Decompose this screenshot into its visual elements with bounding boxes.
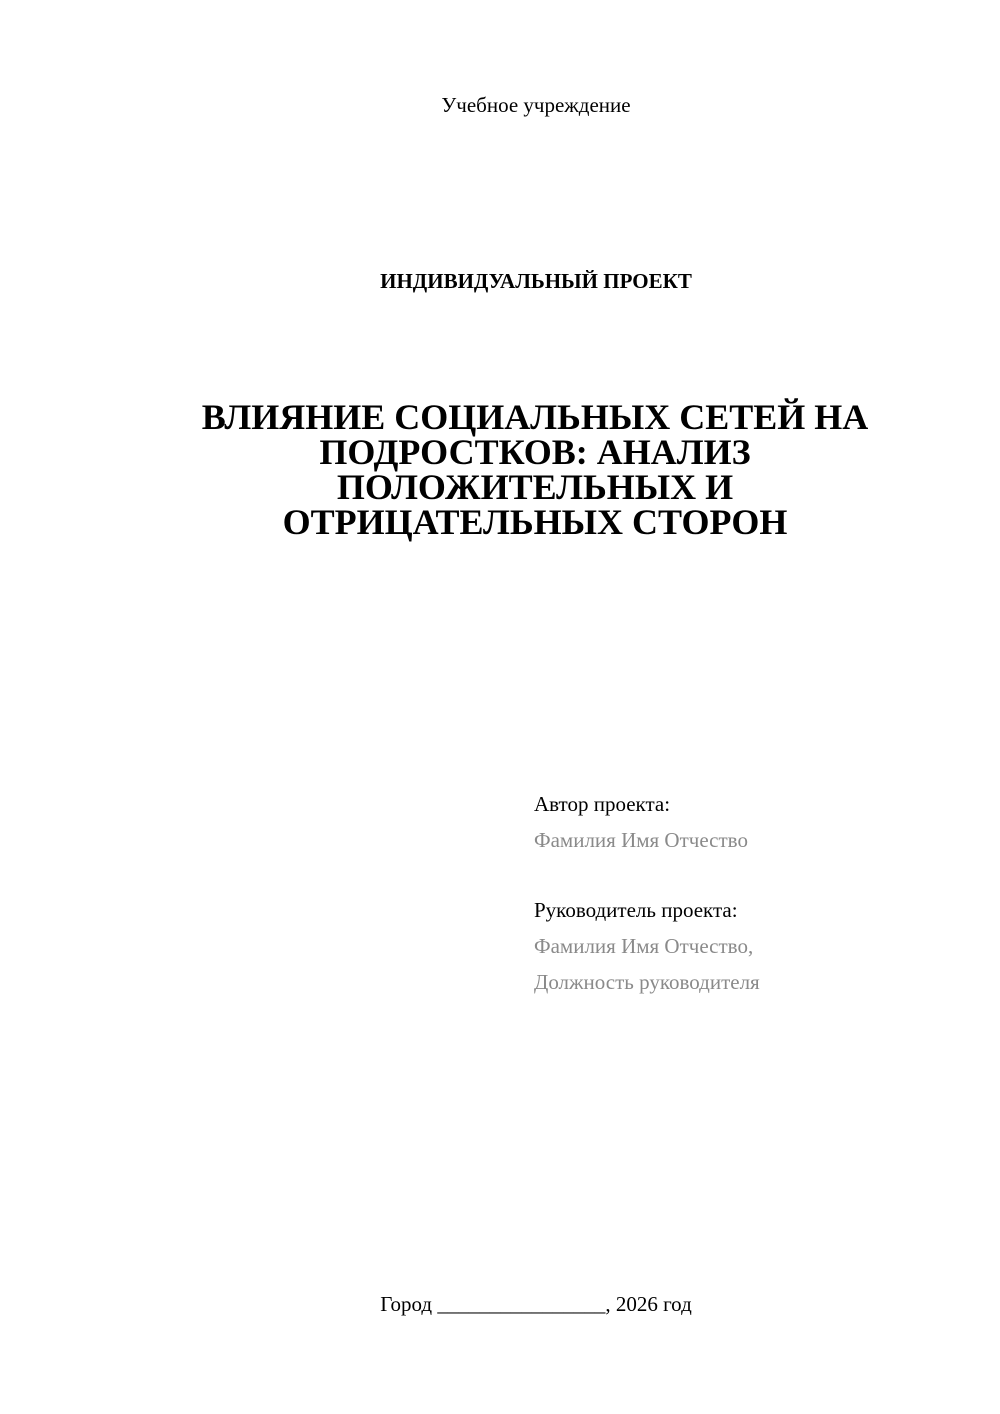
- supervisor-name: Фамилия Имя Отчество,: [534, 934, 754, 958]
- institution-name: Учебное учреждение: [441, 93, 631, 117]
- title-line: ОТРИЦАТЕЛЬНЫХ СТОРОН: [282, 502, 788, 542]
- author-name: Фамилия Имя Отчество: [534, 828, 748, 852]
- title-line: ПОЛОЖИТЕЛЬНЫХ И: [336, 467, 734, 507]
- city-year-line: Город ________________, 2026 год: [380, 1292, 692, 1316]
- author-label: Автор проекта:: [534, 792, 671, 816]
- title-line: ВЛИЯНИЕ СОЦИАЛЬНЫХ СЕТЕЙ НА: [201, 397, 869, 437]
- document-type: ИНДИВИДУАЛЬНЫЙ ПРОЕКТ: [380, 269, 692, 293]
- document-title: [140, 397, 930, 542]
- supervisor-block: [534, 892, 974, 1000]
- title-line: ПОДРОСТКОВ: АНАЛИЗ: [319, 432, 751, 472]
- author-block: [534, 786, 974, 858]
- supervisor-label: Руководитель проекта:: [534, 898, 738, 922]
- supervisor-position: Должность руководителя: [534, 970, 760, 994]
